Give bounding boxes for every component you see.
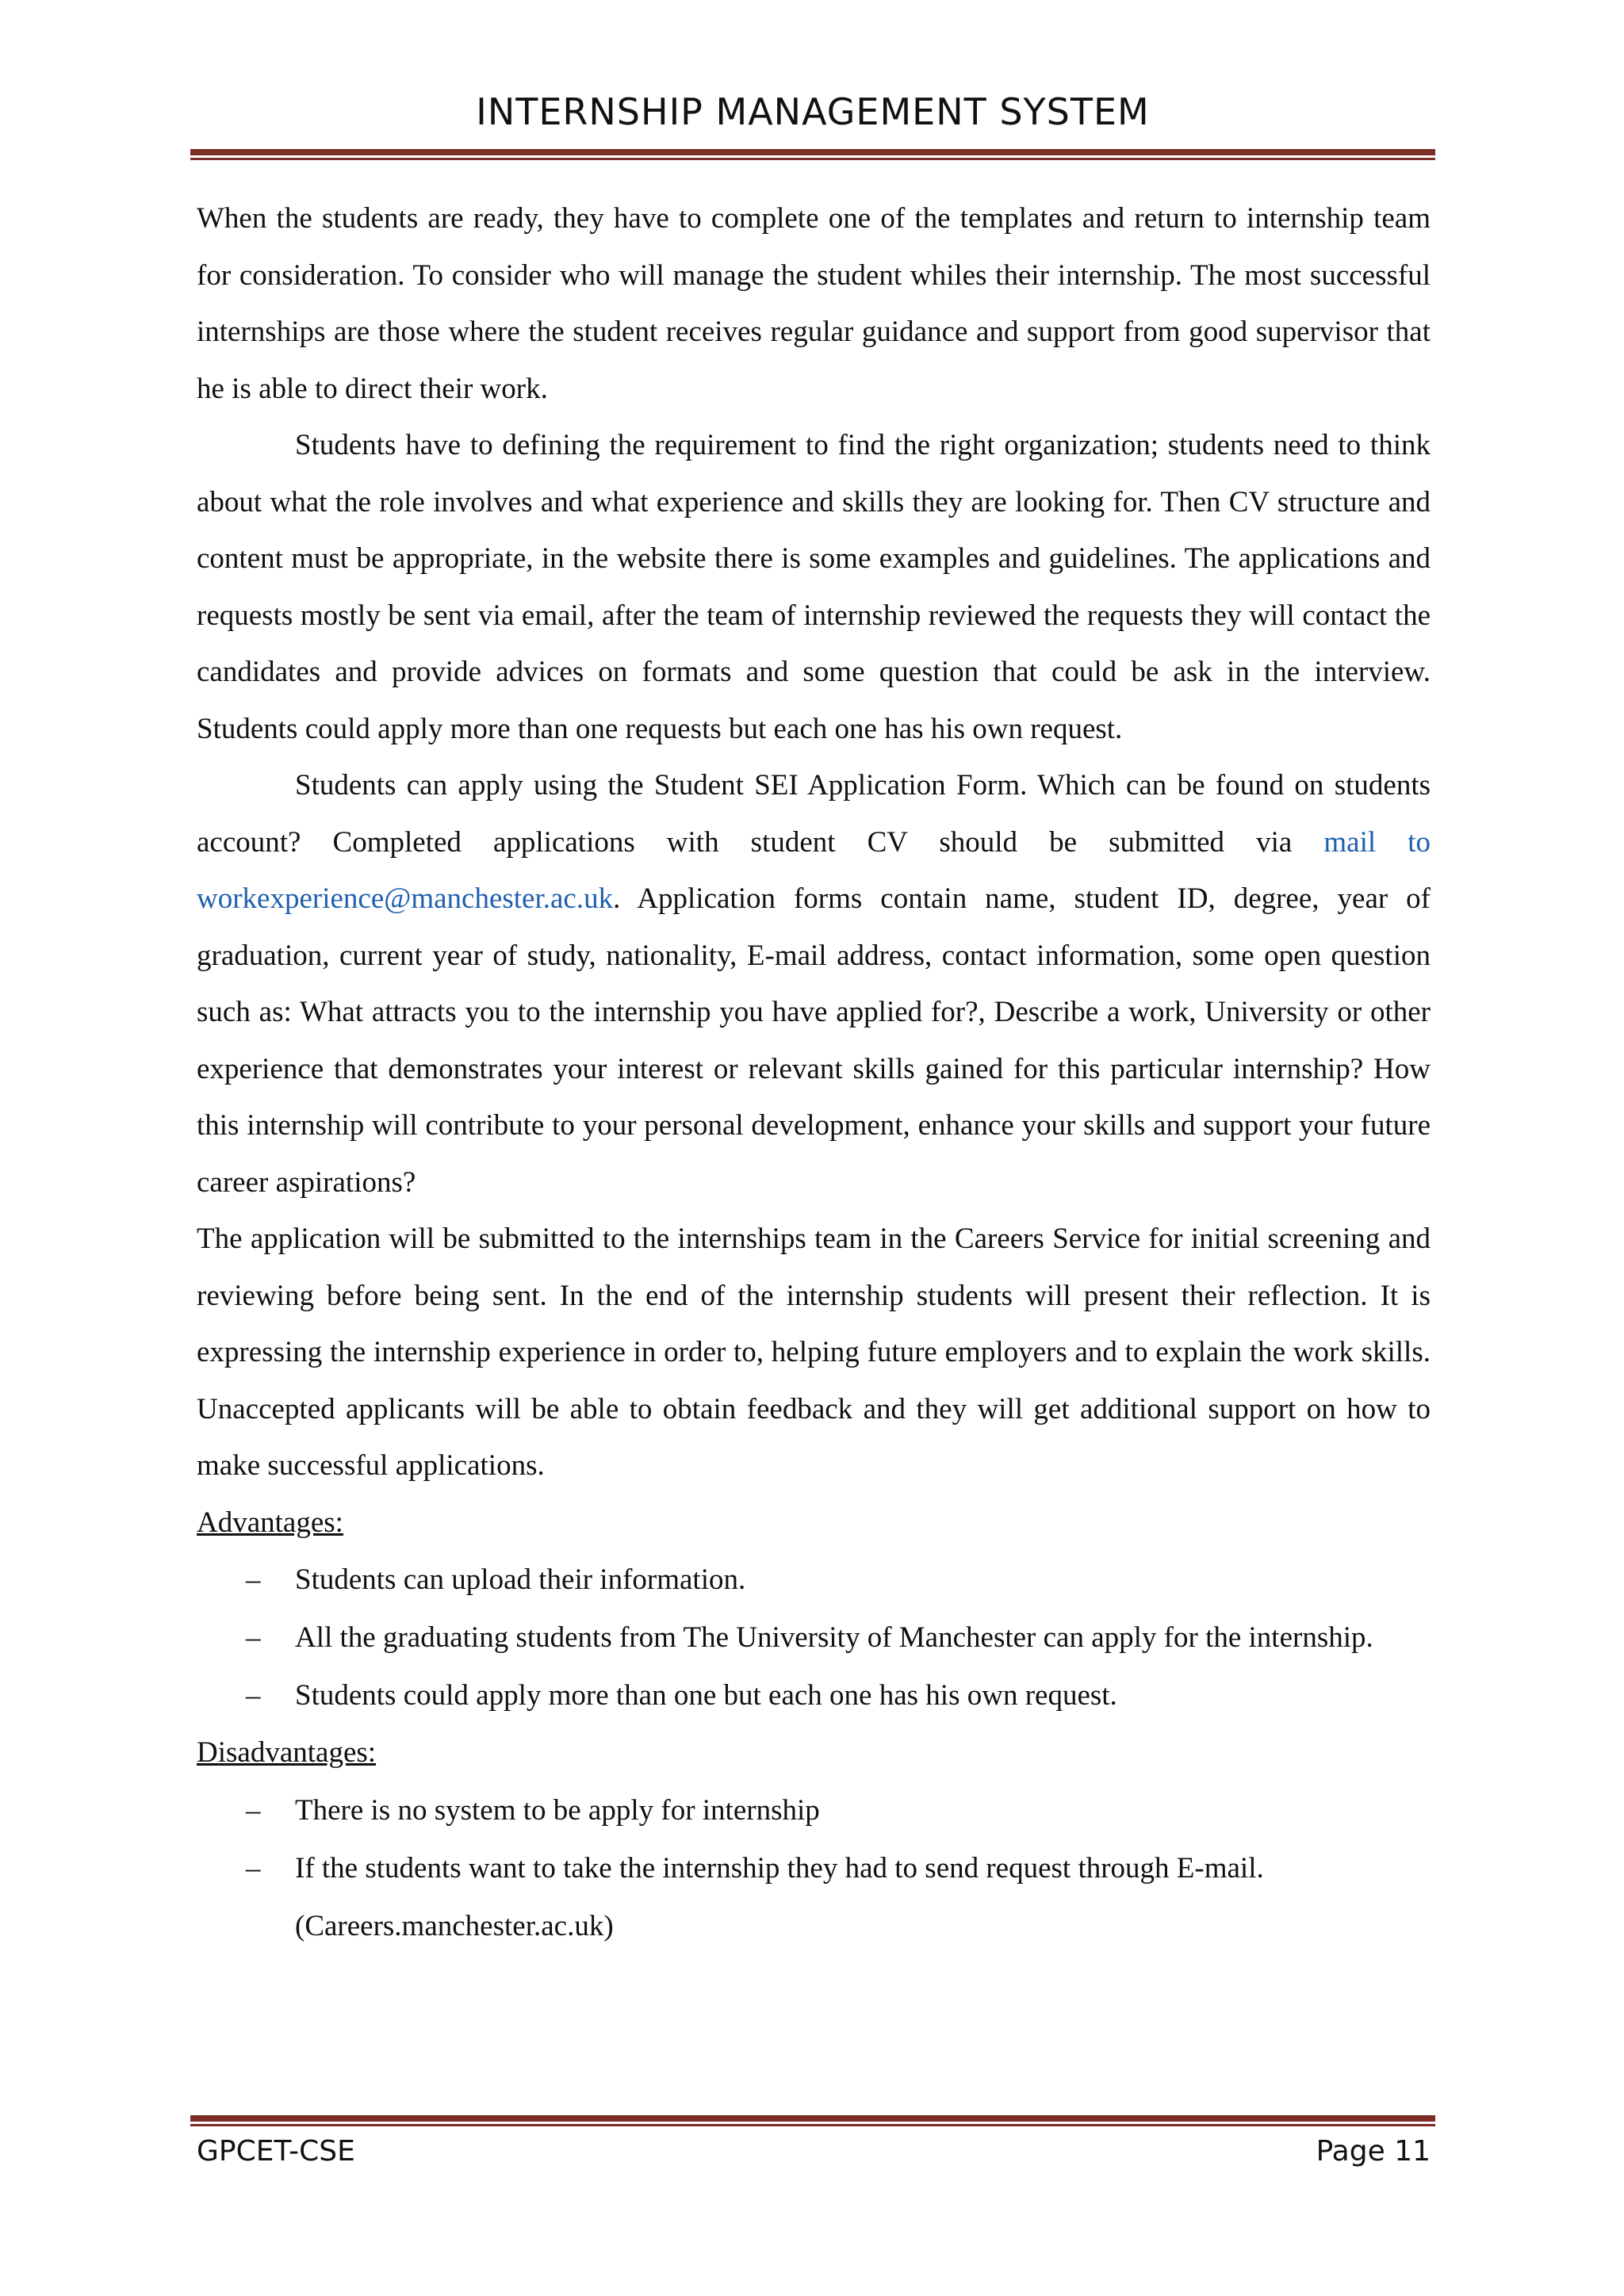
paragraph-1: When the students are ready, they have to complete one of the templates and return to internship team for consideration. To consider who will manage the student whiles their internship. The most successful internships are those where the student receives regular guidance and support from good supervisor that he is able to direct their work. (197, 202, 1431, 405)
dash-bullet-icon: – (246, 1679, 261, 1712)
page-header-title: INTERNSHIP MANAGEMENT SYSTEM (476, 90, 1150, 133)
dash-bullet-icon: – (246, 1851, 261, 1885)
footer-department: GPCET-CSE (197, 2135, 355, 2168)
list-item (246, 1667, 1431, 1724)
list-item-text: Students could apply more than one but each one has his own request. (295, 1679, 1117, 1712)
list-item-text: If the students want to take the internship they had to send request through E-mail.(Careers.manchester.ac.uk) (295, 1851, 1264, 1942)
dash-bullet-icon: – (246, 1793, 261, 1827)
advantages-list (197, 1551, 1431, 1724)
dash-bullet-icon: – (246, 1563, 261, 1596)
dash-bullet-icon: – (246, 1621, 261, 1654)
header-rule (190, 149, 1435, 160)
advantages-heading: Advantages: (197, 1506, 343, 1539)
footer-page-number: Page 11 (1316, 2135, 1431, 2168)
list-item (246, 1551, 1431, 1609)
paragraph-2: Students have to defining the requirement to find the right organization; students need to think about what the role involves and what experience and skills they are looking for. Then CV structure and content must be appropriate, in the website there is some examples and guidelines. The applications and requests mostly be sent via email, after the team of internship reviewed the requests they will contact the candidates and provide advices on formats and some question that could be ask in the interview. Students could apply more than one requests but each one has his own request. (197, 429, 1431, 745)
disadvantages-heading: Disadvantages: (197, 1736, 377, 1769)
paragraph-3-text-start: Students can apply using the Student SEI Application Form. Which can be found on students account? Completed applications with student CV should be submitted via (197, 769, 1431, 859)
list-item (246, 1609, 1431, 1667)
paragraph-4: The application will be submitted to the internships team in the Careers Service for initial screening and reviewing before being sent. In the end of the internship students will present their reflection. It is expressing the internship experience in order to, helping future employers and to explain the work skills. Unaccepted applicants will be able to obtain feedback and they will get additional support on how to make successful applications. (197, 1223, 1431, 1482)
disadvantages-list (197, 1781, 1431, 1955)
email-link[interactable]: mail to workexperience@manchester.ac.uk (197, 825, 1431, 915)
list-item-text: There is no system to be apply for internship (295, 1793, 820, 1827)
list-item (246, 1839, 1431, 1955)
paragraph-3-text-end: . Application forms contain name, student ID, degree, year of graduation, current year of study, nationality, E-mail address, contact information, some open question such as: What attracts you to the internship you have applied for?, Describe a work, University or other experience that demonstrates your interest or relevant skills gained for this particular internship? How this internship will contribute to your personal development, enhance your skills and support your future career aspirations? (197, 882, 1431, 1199)
list-item-text: All the graduating students from The University of Manchester can apply for the internship. (295, 1621, 1373, 1654)
paragraph-3 (197, 757, 1431, 1211)
list-item-text: Students can upload their information. (295, 1563, 746, 1596)
list-item (246, 1781, 1431, 1839)
page-content (197, 190, 1431, 1955)
footer-rule (190, 2115, 1435, 2126)
